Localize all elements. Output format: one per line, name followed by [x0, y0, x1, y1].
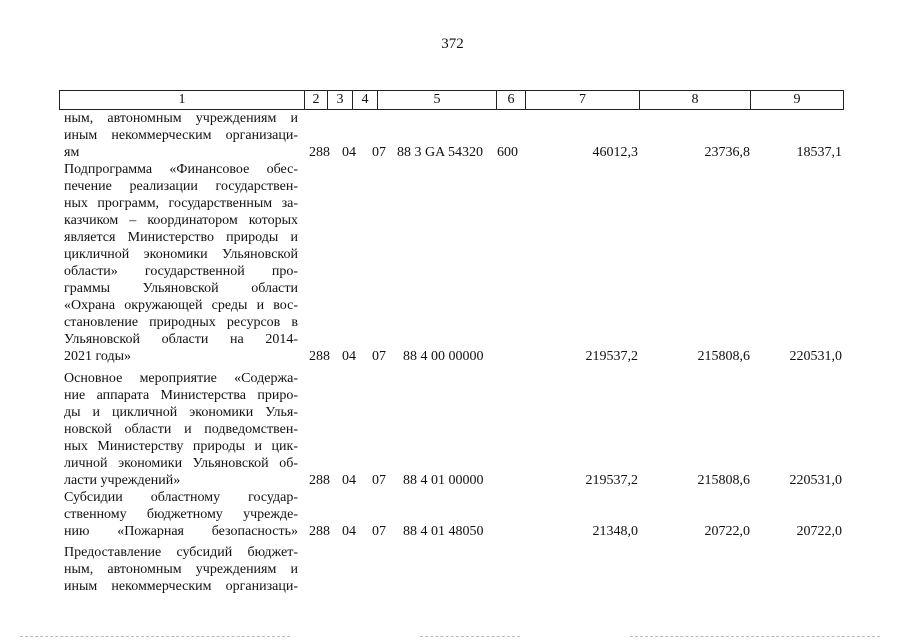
amount-col7: 219537,2: [585, 473, 638, 488]
scan-artifact-line: [420, 636, 520, 637]
ministry-code: 288: [309, 349, 330, 364]
section-code: 04: [342, 349, 356, 364]
description-line: печение реализации государствен-: [64, 179, 298, 194]
amount-col8: 215808,6: [697, 349, 750, 364]
column-header-9: 9: [750, 91, 843, 109]
amount-col8: 20722,0: [704, 524, 750, 539]
section-code: 04: [342, 473, 356, 488]
column-header-5: 5: [377, 91, 496, 109]
target-article-code: 88 4 00 00000: [403, 349, 484, 364]
column-header-7: 7: [525, 91, 639, 109]
description-line: Ульяновской области на 2014-: [64, 332, 298, 347]
amount-col7: 46012,3: [592, 145, 638, 160]
description-line: ды и цикличной экономики Улья-: [64, 405, 298, 420]
description-line: ласти учреждений»: [64, 473, 181, 488]
description-line: казчиком – координатором которых: [64, 213, 298, 228]
section-code: 04: [342, 524, 356, 539]
column-header-4: 4: [352, 91, 377, 109]
column-header-3: 3: [327, 91, 352, 109]
description-line: «Охрана окружающей среды и вос-: [64, 298, 298, 313]
amount-col9: 18537,1: [796, 145, 842, 160]
expense-type-code: 600: [497, 145, 518, 160]
page-number: 372: [441, 36, 464, 52]
description-line: новской области и подведомствен-: [64, 422, 298, 437]
amount-col7: 219537,2: [585, 349, 638, 364]
section-code: 04: [342, 145, 356, 160]
description-line: иным некоммерческим организаци-: [64, 579, 298, 594]
description-line: 2021 годы»: [64, 349, 132, 364]
description-line: цикличной экономики Ульяновской: [64, 247, 298, 262]
scan-artifact-line: [630, 636, 880, 637]
amount-col9: 220531,0: [789, 473, 842, 488]
description-line: Подпрограмма «Финансовое обес-: [64, 162, 298, 177]
subsection-code: 07: [372, 524, 386, 539]
description-line: иным некоммерческим организаци-: [64, 128, 298, 143]
subsection-code: 07: [372, 145, 386, 160]
subsection-code: 07: [372, 349, 386, 364]
description-line: ных программ, государственным за-: [64, 196, 298, 211]
description-line: Предоставление субсидий бюджет-: [64, 545, 298, 560]
description-line: граммы Ульяновской области: [64, 281, 298, 296]
column-header-2: 2: [304, 91, 327, 109]
description-line: Субсидии областному государ-: [64, 490, 298, 505]
column-header-6: 6: [496, 91, 525, 109]
description-line: становление природных ресурсов в: [64, 315, 298, 330]
amount-col8: 23736,8: [704, 145, 750, 160]
description-line: области» государственной про-: [64, 264, 298, 279]
description-line: является Министерство природы и: [64, 230, 298, 245]
description-line: ным, автономным учреждениям и: [64, 111, 298, 126]
target-article-code: 88 4 01 00000: [403, 473, 484, 488]
ministry-code: 288: [309, 145, 330, 160]
description-line: ным, автономным учреждениям и: [64, 562, 298, 577]
description-line: Основное мероприятие «Содержа-: [64, 371, 298, 386]
amount-col9: 220531,0: [789, 349, 842, 364]
subsection-code: 07: [372, 473, 386, 488]
description-line: личной экономики Ульяновской об-: [64, 456, 298, 471]
column-header-8: 8: [639, 91, 750, 109]
amount-col9: 20722,0: [796, 524, 842, 539]
target-article-code: 88 3 GA 54320: [397, 145, 483, 160]
description-line: ных Министерству природы и цик-: [64, 439, 298, 454]
description-line: ям: [64, 145, 80, 160]
description-line: нию «Пожарная безопасность»: [64, 524, 298, 539]
column-header-row: [59, 90, 844, 110]
ministry-code: 288: [309, 473, 330, 488]
amount-col8: 215808,6: [697, 473, 750, 488]
ministry-code: 288: [309, 524, 330, 539]
description-line: ственному бюджетному учрежде-: [64, 507, 298, 522]
description-line: ние аппарата Министерства приро-: [64, 388, 298, 403]
amount-col7: 21348,0: [592, 524, 638, 539]
column-header-1: 1: [178, 92, 186, 107]
target-article-code: 88 4 01 48050: [403, 524, 484, 539]
scan-artifact-line: [20, 636, 290, 637]
